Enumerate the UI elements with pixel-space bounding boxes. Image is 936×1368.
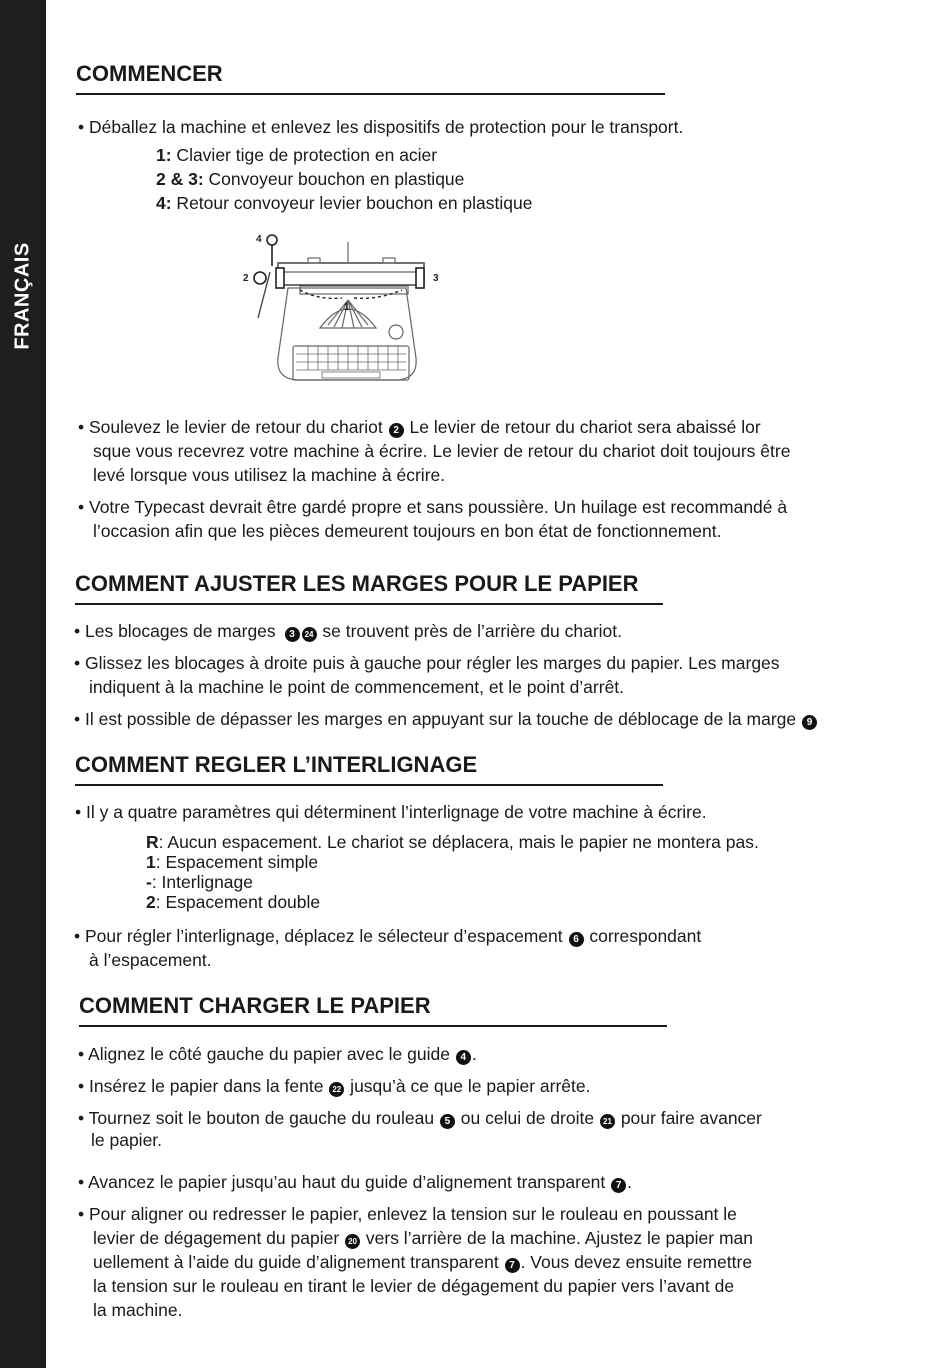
ref-badge-4: 4: [456, 1050, 471, 1065]
s1-item-3-text: Retour convoyeur levier bouchon en plastique: [171, 193, 533, 213]
s1-item-3: [156, 191, 532, 215]
ref-badge-21: 21: [600, 1114, 615, 1129]
spacing-key-2: 2: [146, 892, 156, 912]
s3-selector-post: correspondant: [584, 926, 702, 946]
section-rule: [75, 603, 663, 605]
language-label: FRANÇAIS: [11, 242, 34, 350]
figure-label-1: 1: [344, 302, 350, 313]
s1-lever-pre: • Soulevez le levier de retour du chariot: [78, 417, 388, 437]
section-title-commencer: COMMENCER: [76, 61, 223, 86]
s4-knob-post: pour faire avancer: [615, 1108, 762, 1128]
spacing-text-dash: : Interlignage: [151, 872, 254, 892]
s2-bullet-locks: [74, 619, 622, 643]
s1-bullet-lever-line2: sque vous recevrez votre machine à écrire. Le levier de retour du chariot doit toujours être: [93, 441, 791, 461]
s2-bullet-release: [74, 707, 818, 731]
s4-straighten-l3pre: uellement à l’aide du guide d’alignement transparent: [93, 1252, 504, 1272]
spacing-setting-2: [146, 892, 320, 912]
s4-bullet-advance: [78, 1170, 632, 1194]
ref-badge-22: 22: [329, 1082, 344, 1097]
figure-label-3: 3: [433, 273, 439, 284]
section-rule: [76, 93, 665, 95]
ref-badge-3: 3: [285, 627, 300, 642]
s1-bullet-lever-line3: levé lorsque vous utilisez la machine à écrire.: [93, 465, 446, 485]
s4-bullet-straighten-line4: la tension sur le rouleau en tirant le levier de dégagement du papier vers l’avant de: [93, 1276, 735, 1296]
spacing-setting-r: [146, 832, 759, 852]
s1-item-2: [156, 167, 464, 191]
s1-bullet-clean-line2: l’occasion afin que les pièces demeurent toujours en bon état de fonctionnement.: [93, 521, 722, 541]
s1-item-1: [156, 143, 437, 167]
spacing-setting-1: [146, 852, 318, 872]
s4-bullet-knob-line1: [78, 1106, 762, 1130]
s4-knob-pre: • Tournez soit le bouton de gauche du rouleau: [78, 1108, 439, 1128]
typewriter-illustration: [238, 228, 448, 390]
ref-badge-9: 9: [802, 715, 817, 730]
section-rule: [79, 1025, 667, 1027]
s1-bullet-lever-line1: [78, 415, 761, 439]
s1-bullet-unpack: • Déballez la machine et enlevez les dispositifs de protection pour le transport.: [78, 117, 684, 137]
s4-bullet-straighten-line1: • Pour aligner ou redresser le papier, enlevez la tension sur le rouleau en poussant le: [78, 1204, 737, 1224]
s4-straighten-l3post: . Vous devez ensuite remettre: [520, 1252, 753, 1272]
s3-bullet-selector-line2: à l’espacement.: [89, 950, 212, 970]
ref-badge-7: 7: [611, 1178, 626, 1193]
spacing-key-r: R: [146, 832, 159, 852]
s4-advance-post: .: [627, 1172, 633, 1192]
s4-bullet-knob-line2: le papier.: [91, 1130, 163, 1150]
s4-bullet-insert: [78, 1074, 590, 1098]
s1-item-3-key: 4:: [156, 193, 172, 213]
ref-badge-24: 24: [302, 627, 317, 642]
figure-label-4: 4: [256, 234, 262, 245]
s1-item-1-text: Clavier tige de protection en acier: [171, 145, 438, 165]
language-sidebar: [0, 0, 46, 1368]
s1-lever-l1: Le levier de retour du chariot sera abaissé lor: [404, 417, 761, 437]
s1-item-2-key: 2 & 3:: [156, 169, 204, 189]
s4-bullet-align: [78, 1042, 477, 1066]
section-title-marges: COMMENT AJUSTER LES MARGES POUR LE PAPIER: [75, 571, 639, 596]
figure-label-2: 2: [243, 273, 249, 284]
s2-bullet-slide-line1: • Glissez les blocages à droite puis à gauche pour régler les marges du papier. Les marges: [74, 653, 780, 673]
s4-align-pre: • Alignez le côté gauche du papier avec le guide: [78, 1044, 455, 1064]
s4-bullet-straighten-line3: [93, 1250, 752, 1274]
s4-insert-pre: • Insérez le papier dans la fente: [78, 1076, 329, 1096]
s4-bullet-straighten-line5: la machine.: [93, 1300, 183, 1320]
spacing-text-1: : Espacement simple: [155, 852, 319, 872]
s1-item-1-key: 1:: [156, 145, 172, 165]
s4-knob-mid: ou celui de droite: [455, 1108, 599, 1128]
s4-advance-pre: • Avancez le papier jusqu’au haut du guide d’alignement transparent: [78, 1172, 611, 1192]
s4-align-post: .: [471, 1044, 477, 1064]
s2-release-text: • Il est possible de dépasser les marges en appuyant sur la touche de déblocage de la marge: [74, 709, 801, 729]
section-title-interlignage: COMMENT REGLER L’INTERLIGNAGE: [75, 752, 478, 777]
s1-item-2-text: Convoyeur bouchon en plastique: [203, 169, 465, 189]
s1-bullet-clean-line1: • Votre Typecast devrait être gardé propre et sans poussière. Un huilage est recommandé à: [78, 497, 788, 517]
spacing-text-2: : Espacement double: [155, 892, 321, 912]
spacing-key-1: 1: [146, 852, 156, 872]
s2-bullet-slide-line2: indiquent à la machine le point de commencement, et le point d’arrêt.: [89, 677, 625, 697]
ref-badge-20: 20: [345, 1234, 360, 1249]
s4-straighten-l2post: vers l’arrière de la machine. Ajustez le papier man: [361, 1228, 754, 1248]
section-rule: [75, 784, 663, 786]
s4-insert-post: jusqu’à ce que le papier arrête.: [345, 1076, 591, 1096]
s4-straighten-l2pre: levier de dégagement du papier: [93, 1228, 345, 1248]
s3-selector-pre: • Pour régler l’interlignage, déplacez le sélecteur d’espacement: [74, 926, 568, 946]
s3-bullet-selector-line1: [74, 924, 701, 948]
spacing-text-r: : Aucun espacement. Le chariot se déplacera, mais le papier ne montera pas.: [158, 832, 759, 852]
ref-badge-5: 5: [440, 1114, 455, 1129]
s3-bullet-params: • Il y a quatre paramètres qui déterminent l’interlignage de votre machine à écrire.: [75, 802, 707, 822]
spacing-setting-dash: [146, 872, 253, 892]
s4-bullet-straighten-line2: [93, 1226, 753, 1250]
s2-locks-pre: • Les blocages de marges: [74, 621, 281, 641]
spacing-key-dash: -: [146, 872, 152, 892]
ref-badge-6: 6: [569, 932, 584, 947]
s2-locks-post: se trouvent près de l’arrière du chariot.: [317, 621, 622, 641]
ref-badge-2: 2: [389, 423, 404, 438]
ref-badge-7b: 7: [505, 1258, 520, 1273]
section-title-papier: COMMENT CHARGER LE PAPIER: [79, 993, 431, 1018]
